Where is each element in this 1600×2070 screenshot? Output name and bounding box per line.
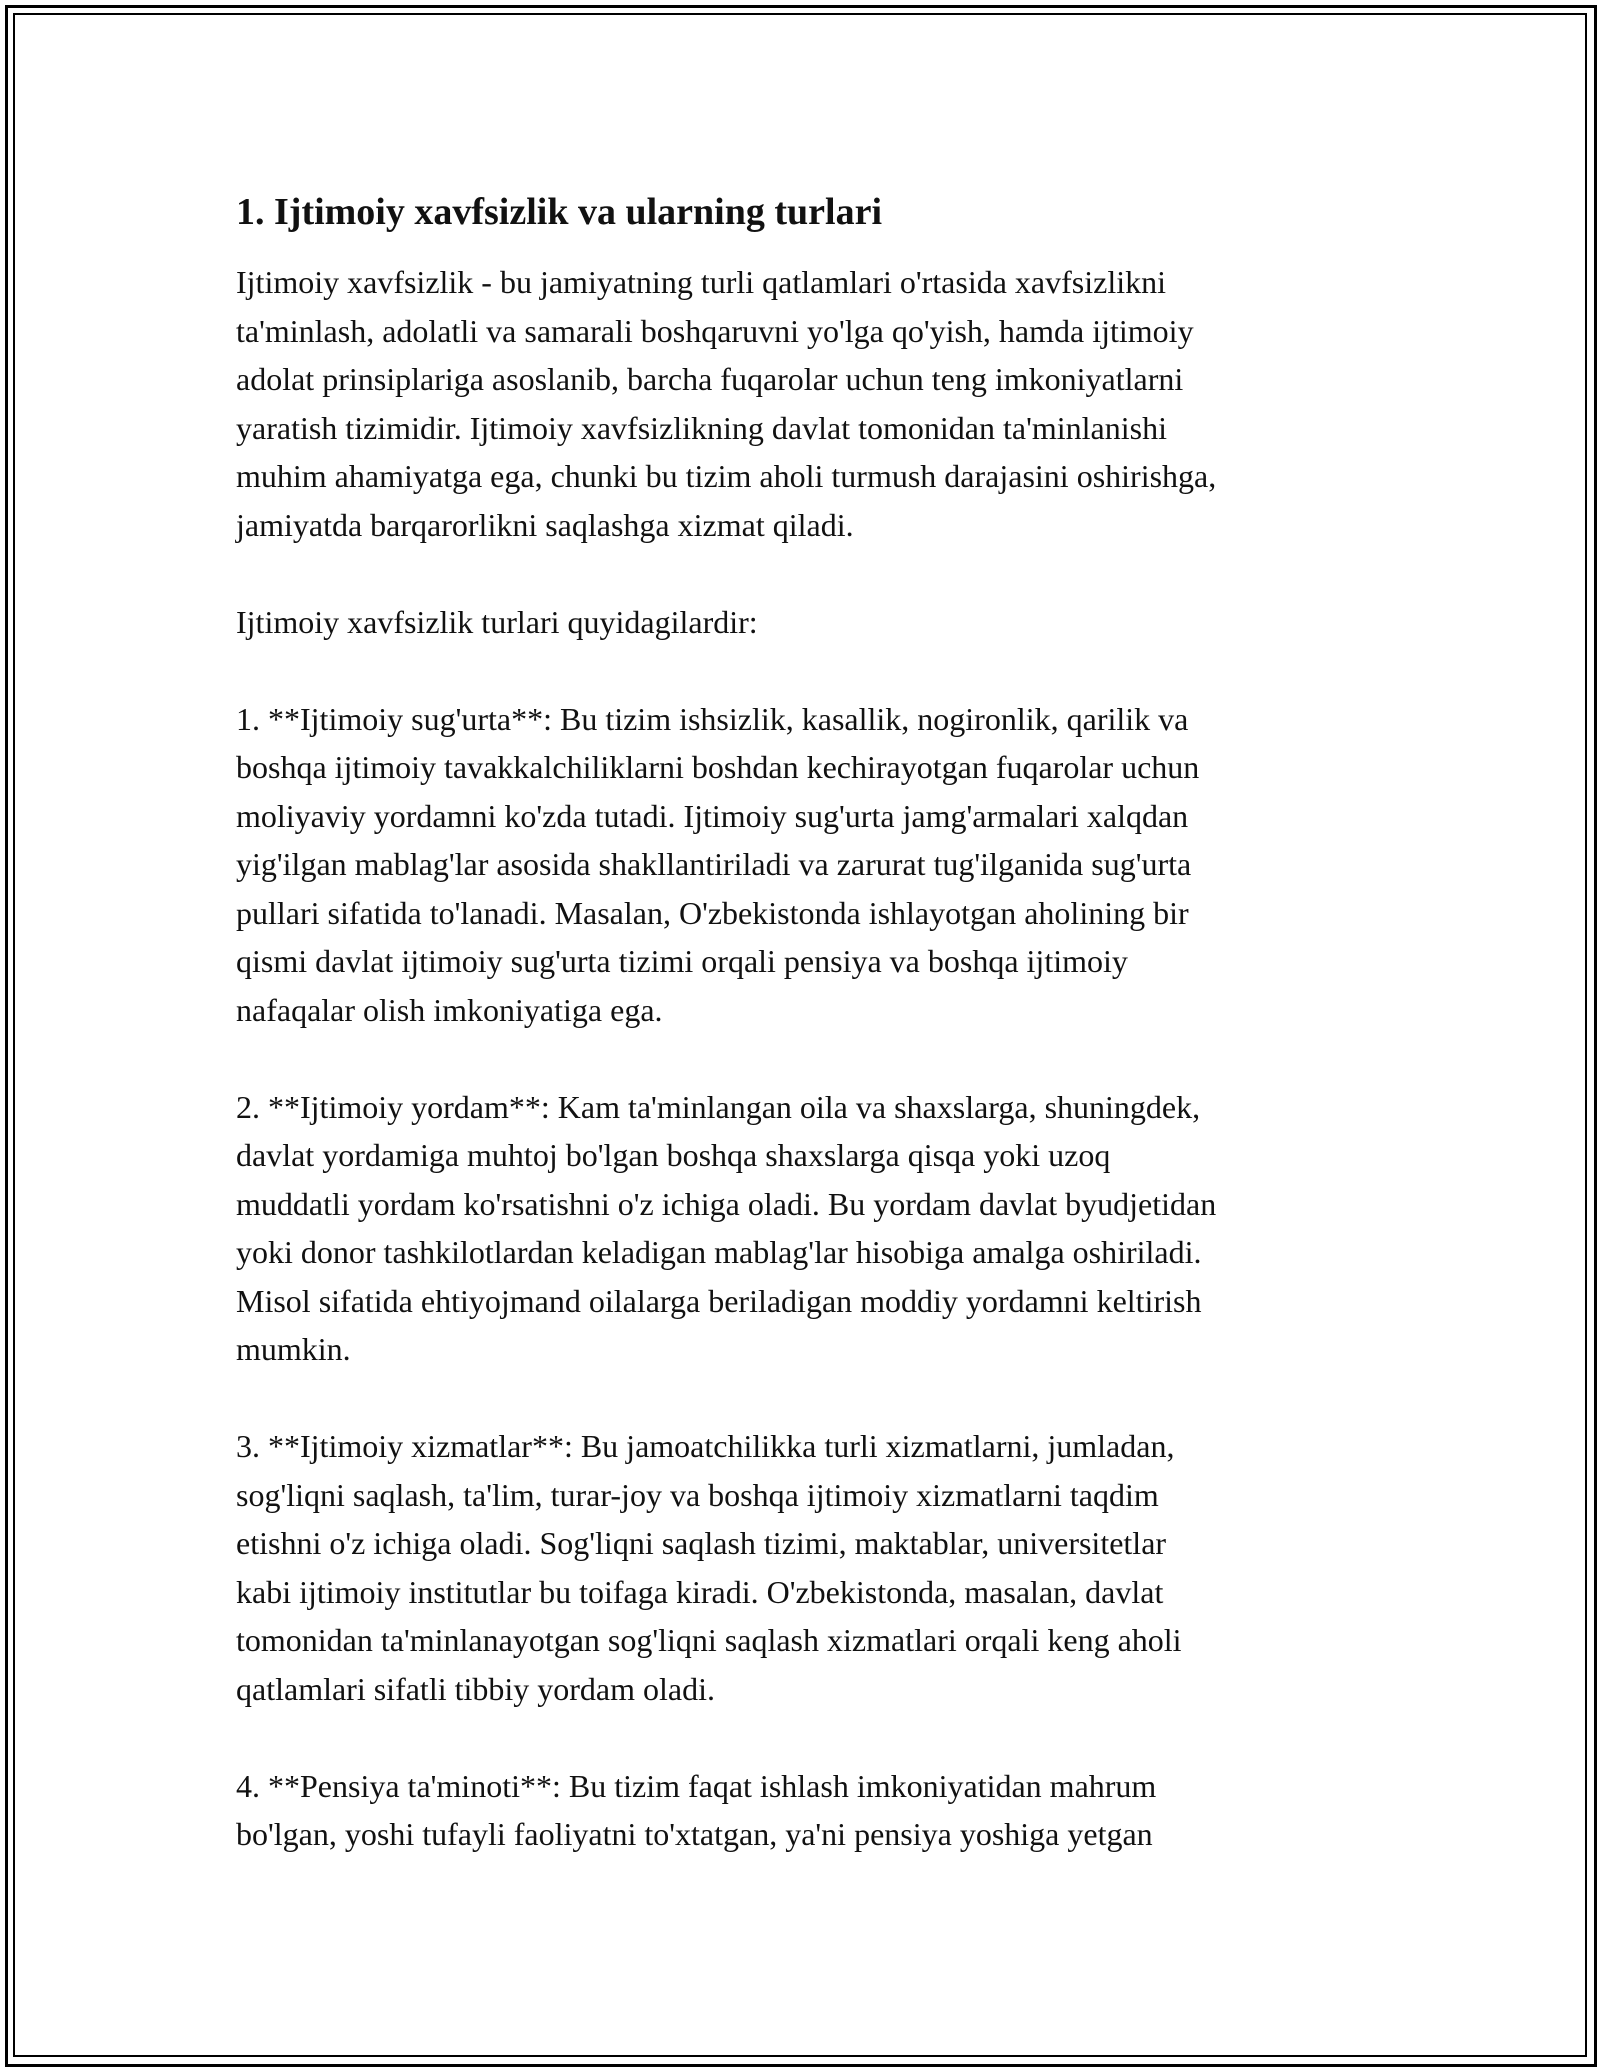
text-line: muhim ahamiyatga ega, chunki bu tizim aholi turmush darajasini oshirishga, <box>236 458 1217 494</box>
text-line: pullari sifatida to'lanadi. Masalan, O'zbekistonda ishlayotgan aholining bir <box>236 894 1189 931</box>
document-body <box>236 186 1366 1907</box>
text-line: Ijtimoiy xavfsizlik - bu jamiyatning turli qatlamlari o'rtasida xavfsizlikni <box>236 264 1166 300</box>
text-line: muddatli yordam ko'rsatishni o'z ichiga oladi. Bu yordam davlat byudjetidan <box>236 1185 1217 1222</box>
text-line: 4. **Pensiya ta'minoti**: Bu tizim faqat ishlash imkoniyatidan mahrum <box>236 1767 1157 1804</box>
text-line: davlat yordamiga muhtoj bo'lgan boshqa shaxslarga qisqa yoki uzoq <box>236 1137 1111 1173</box>
text-line: etishni o'z ichiga oladi. Sog'liqni saqlash tizimi, maktablar, universitetlar <box>236 1525 1167 1561</box>
paragraph-item-3 <box>236 1422 1366 1713</box>
text-line: Misol sifatida ehtiyojmand oilalarga beriladigan moddiy yordamni keltirish <box>236 1282 1202 1319</box>
text-line: boshqa ijtimoiy tavakkalchiliklarni boshdan kechirayotgan fuqarolar uchun <box>236 749 1200 785</box>
text-line: sog'liqni saqlash, ta'lim, turar-joy va boshqa ijtimoiy xizmatlarni taqdim <box>236 1476 1159 1513</box>
text-line: yoki donor tashkilotlardan keladigan mablag'lar hisobiga amalga oshiriladi. <box>236 1234 1202 1270</box>
text-line: yaratish tizimidir. Ijtimoiy xavfsizlikning davlat tomonidan ta'minlanishi <box>236 409 1167 446</box>
text-line: adolat prinsiplariga asoslanib, barcha fuqarolar uchun teng imkoniyatlarni <box>236 361 1184 397</box>
text-line: qismi davlat ijtimoiy sug'urta tizimi orqali pensiya va boshqa ijtimoiy <box>236 943 1128 979</box>
text-line: kabi ijtimoiy institutlar bu toifaga kiradi. O'zbekistonda, masalan, davlat <box>236 1573 1164 1610</box>
text-line: 2. **Ijtimoiy yordam**: Kam ta'minlangan oila va shaxslarga, shuningdek, <box>236 1088 1201 1125</box>
text-line: yig'ilgan mablag'lar asosida shakllantiriladi va zarurat tug'ilganida sug'urta <box>236 846 1192 882</box>
paragraph-item-2 <box>236 1083 1366 1374</box>
text-line: 3. **Ijtimoiy xizmatlar**: Bu jamoatchilikka turli xizmatlarni, jumladan, <box>236 1428 1175 1464</box>
paragraph-item-1 <box>236 695 1366 1035</box>
text-line: Ijtimoiy xavfsizlik turlari quyidagilardir: <box>236 603 758 640</box>
paragraph-intro <box>236 258 1366 549</box>
text-line: 1. **Ijtimoiy sug'urta**: Bu tizim ishsizlik, kasallik, nogironlik, qarilik va <box>236 700 1189 737</box>
paragraph-types-intro <box>236 598 1366 647</box>
text-line: bo'lgan, yoshi tufayli faoliyatni to'xtatgan, ya'ni pensiya yoshiga yetgan <box>236 1816 1153 1852</box>
text-line: mumkin. <box>236 1331 351 1367</box>
text-line: ta'minlash, adolatli va samarali boshqaruvni yo'lga qo'yish, hamda ijtimoiy <box>236 312 1194 349</box>
text-line: jamiyatda barqarorlikni saqlashga xizmat qiladi. <box>236 506 854 543</box>
paragraph-item-4 <box>236 1762 1366 1859</box>
section-heading: 1. Ijtimoiy xavfsizlik va ularning turlari <box>236 191 882 233</box>
text-line: tomonidan ta'minlanayotgan sog'liqni saqlash xizmatlari orqali keng aholi <box>236 1622 1182 1658</box>
text-line: moliyaviy yordamni ko'zda tutadi. Ijtimoiy sug'urta jamg'armalari xalqdan <box>236 797 1189 834</box>
text-line: qatlamlari sifatli tibbiy yordam oladi. <box>236 1670 715 1707</box>
text-line: nafaqalar olish imkoniyatiga ega. <box>236 991 663 1028</box>
